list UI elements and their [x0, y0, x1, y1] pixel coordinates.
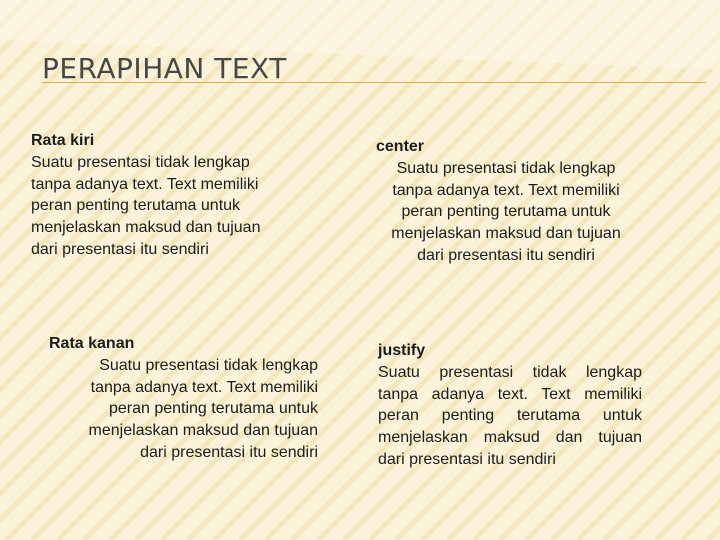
left-aligned-text-block [31, 130, 311, 261]
center-aligned-line: peran penting terutama untuk [401, 203, 611, 221]
justified-line: peran penting terutama untuk [378, 407, 642, 425]
center-aligned-line: tanpa adanya text. Text memiliki [392, 181, 620, 199]
center-aligned-heading: center [376, 138, 425, 155]
left-aligned-line: Suatu presentasi tidak lengkap [31, 153, 250, 171]
justified-line: tanpa adanya text. Text memiliki [378, 385, 642, 403]
right-aligned-line: Suatu presentasi tidak lengkap [99, 356, 318, 374]
right-aligned-line: menjelaskan maksud dan tujuan [88, 422, 318, 440]
justified-heading: justify [378, 342, 426, 359]
left-aligned-line: tanpa adanya text. Text memiliki [31, 175, 259, 193]
center-aligned-line: menjelaskan maksud dan tujuan [391, 225, 621, 243]
left-aligned-heading: Rata kiri [31, 132, 95, 149]
justified-text-block [378, 340, 642, 471]
right-aligned-text-block [30, 333, 318, 464]
right-aligned-line: peran penting terutama untuk [108, 400, 318, 418]
justified-line: menjelaskan maksud dan tujuan [378, 429, 642, 447]
right-aligned-heading: Rata kanan [49, 335, 135, 352]
center-aligned-line: Suatu presentasi tidak lengkap [396, 159, 616, 177]
right-aligned-line: tanpa adanya text. Text memiliki [90, 378, 318, 396]
center-aligned-line: dari presentasi itu sendiri [417, 246, 595, 264]
justified-line: Suatu presentasi tidak lengkap [378, 363, 642, 381]
right-aligned-line: dari presentasi itu sendiri [140, 443, 318, 461]
justified-line: dari presentasi itu sendiri [378, 450, 556, 468]
title-underline [42, 82, 706, 83]
left-aligned-line: peran penting terutama untuk [31, 197, 241, 215]
left-aligned-line: dari presentasi itu sendiri [31, 240, 209, 258]
left-aligned-line: menjelaskan maksud dan tujuan [31, 219, 261, 237]
center-aligned-text-block [365, 136, 647, 267]
slide-title: PERAPIHAN TEXT [42, 52, 287, 85]
